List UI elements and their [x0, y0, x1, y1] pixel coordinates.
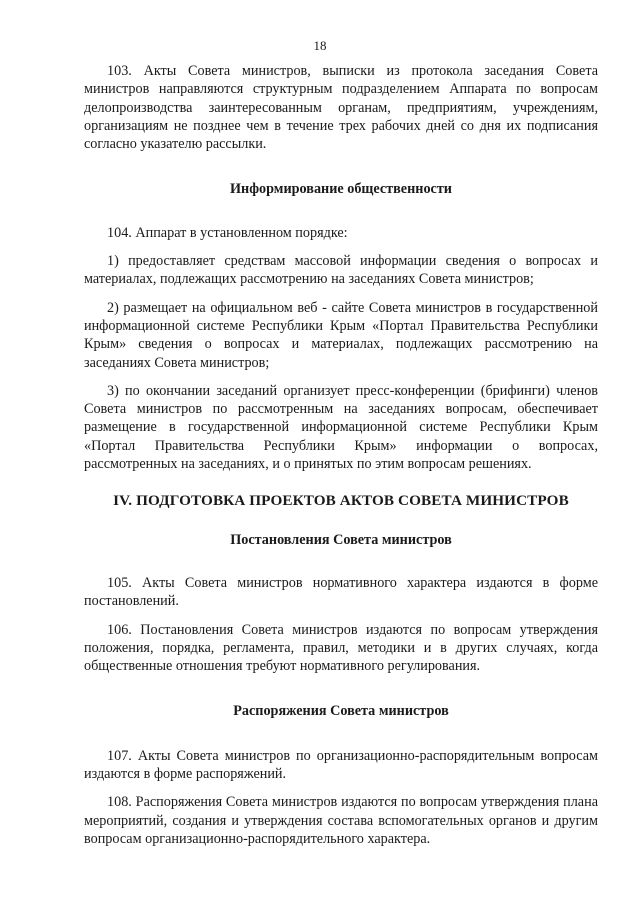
page-number: 18 [313, 38, 327, 53]
paragraph-108: 108. Распоряжения Совета министров издаются по вопросам утверждения плана мероприятий, создания и утверждения состава вспомогательных органов и другим вопросам организационно-распорядительного характера. [84, 794, 598, 847]
heading-orders: Распоряжения Совета министров [233, 703, 449, 720]
paragraph-104: 104. Аппарат в установленном порядке: [107, 224, 348, 241]
heading-public-informing: Информирование общественности [230, 181, 452, 198]
paragraph-107: 107. Акты Совета министров по организационно-распорядительным вопросам издаются в форме распоряжений. [84, 747, 598, 783]
paragraph-104-1: 1) предоставляет средствам массовой информации сведения о вопросах и материалах, подлежащих рассмотрению на заседаниях Совета министров; [84, 253, 598, 288]
paragraph-104-2: 2) размещает на официальном веб - сайте Совета министров в государственной информационной системе Республики Крым «Портал Правительства Республики Крым» сведения о вопросах и материалах, подлежащих рассмотрению на заседаниях Совета министров; [84, 299, 598, 371]
heading-resolutions: Постановления Совета министров [230, 531, 452, 548]
paragraph-106: 106. Постановления Совета министров издаются по вопросам утверждения положения, порядка, регламента, правил, методики и в других случаях, когда общественные отношения требуют нормативного регулирования. [84, 621, 598, 675]
paragraph-105: 105. Акты Совета министров нормативного характера издаются в форме постановлений. [84, 574, 598, 610]
document-body [84, 60, 598, 848]
section-heading-iv: IV. ПОДГОТОВКА ПРОЕКТОВ АКТОВ СОВЕТА МИНИСТРОВ [113, 492, 569, 510]
paragraph-103: 103. Акты Совета министров, выписки из протокола заседания Совета министров направляются структурным подразделением Аппарата по вопросам делопроизводства заинтересованным органам, предприятиям, учреждениям, организациям не позднее чем в течение трех рабочих дней со дня их подписания согласно указателю рассылки. [84, 63, 598, 153]
paragraph-104-3: 3) по окончании заседаний организует пресс-конференции (брифинги) членов Совета министров по рассмотренным на заседаниях вопросам, обеспечивает размещение в государственной информационной системе Республики Крым «Портал Правительства Республики Крым» информации о вопросах, рассмотренных на заседаниях, и о принятых по этим вопросам решениях. [84, 382, 598, 473]
